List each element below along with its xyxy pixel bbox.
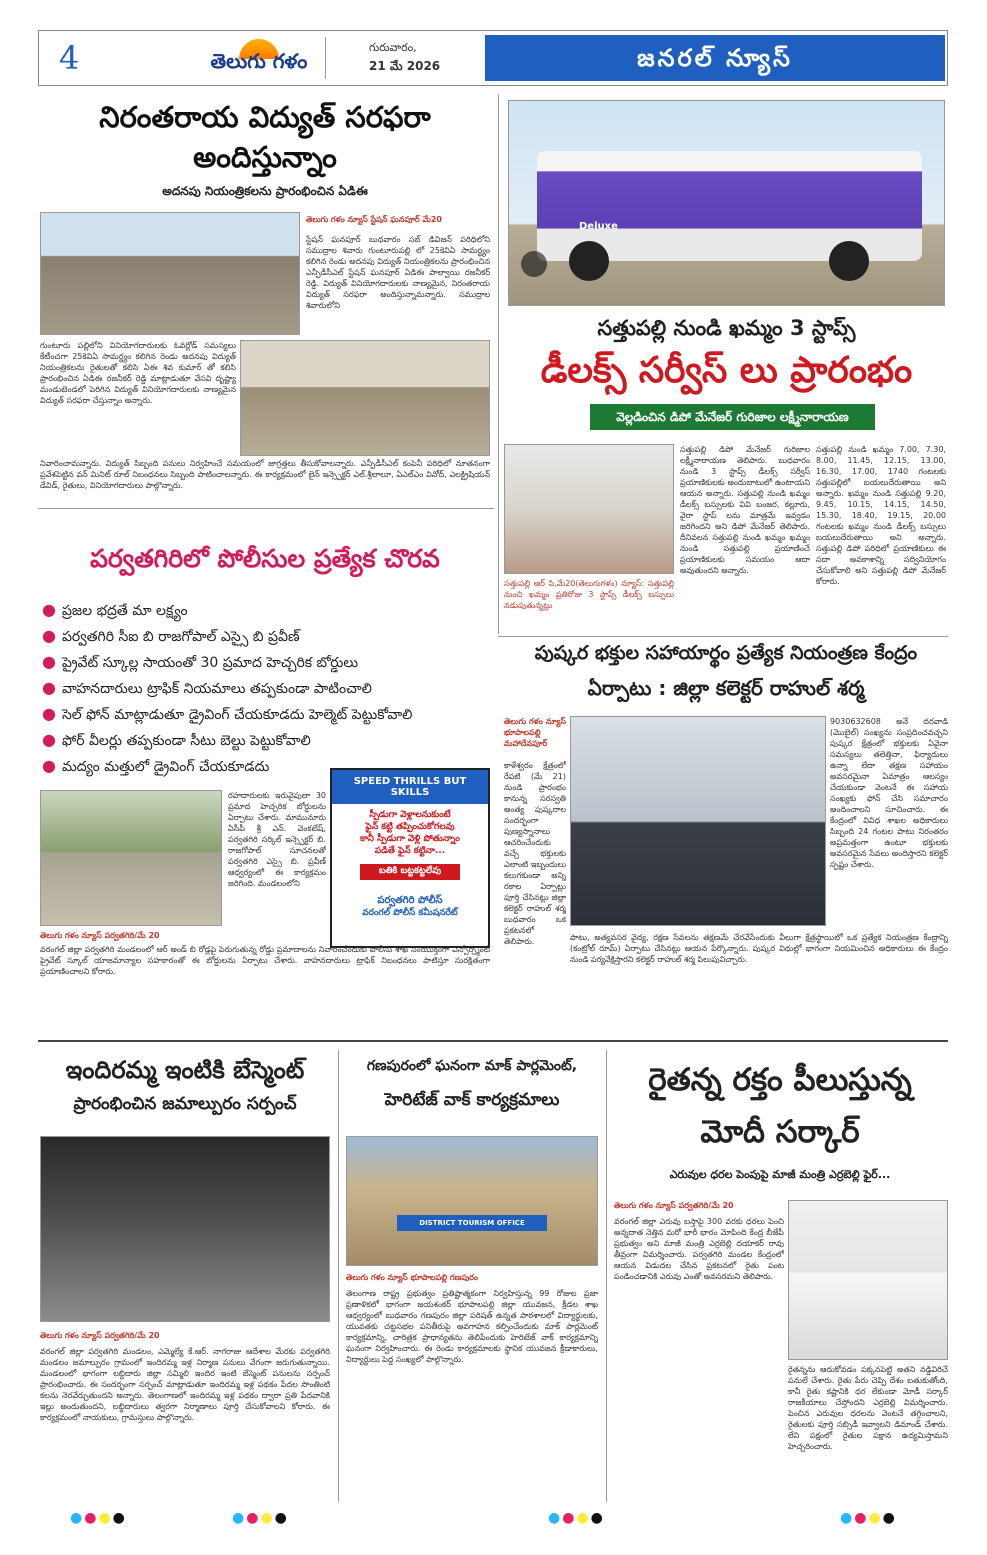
story2-bus-photo <box>508 100 945 306</box>
story7-headline-2: మోదీ సర్కార్ <box>700 1114 860 1150</box>
story3-bullet-3: ● ప్రైవేట్ స్కూల్ల సాయంతో 30 ప్రమాద హెచ్చరిక బోర్డులు <box>42 652 359 671</box>
poster-line-5: బతికి బట్టకట్టలేవు <box>360 864 460 880</box>
registration-dots-3: ●●●● <box>548 1510 605 1526</box>
story2-photo-caption: సత్తుపల్లి ఆర్ సి,మే20(తెలుగుగళం) న్యూస్: సత్తుపల్లి నుంచి ఖమ్మం ప్రతిరోజు 3 స్టాప్స్ డీలక్స్ బస్సులు నడుపుతున్నట్లు <box>504 579 674 610</box>
tourism-banner: DISTRICT TOURISM OFFICE <box>397 1215 547 1231</box>
story4-body-left: కాళేశ్వరం క్షేత్రంలో రేపటి (మే 21) నుండి ప్రారంభం కానున్న సరస్వతి అంత్య పుష్కరాల సందర్భంగా పుణ్యస్నానాలు ఆచరించేందుకు వచ్చే భక్తులకు ఎలాంటి ఇబ్బందులు కలుగకుండా అన్ని రకాల ఏర్పాట్లు పూర్తి చేసినట్లు జిల్లా కలెక్టర్ రాహుల్ శర్మ బుధవారం ఒక ప్రకటనలో తెలిపారు. <box>504 761 566 946</box>
story1-headline-2: అందిస్తున్నాం <box>193 140 337 174</box>
page-header <box>38 30 948 86</box>
poster-line-4: పడితే ఫైన్ కట్టినా... <box>374 846 446 856</box>
story7-body-bottom: రైతన్నను ఆదుకోవడం పక్కనపెట్టి అతని నడ్డివిరిచే పనులే చేశారు. రైతు పేరు చెప్పి దేశం బతుకుతోంది, కానీ రైతు కష్టానికి ధర లేకుండా మోడీ సర్కార్ రాజకీయాలు చేస్తోందని ఎర్రబెల్లి విమర్శించారు. పెంచిన ఎరువుల ధరలను వెంటనే తగ్గించాలని, రైతులకు పూర్తి సబ్సిడీ ఇవ్వాలని డిమాండ్ చేశారు. లేని పక్షంలో రైతుల పక్షాన ఉద్యమిస్తామని హెచ్చరించారు. <box>788 1365 948 1451</box>
story4-byline: తెలుగు గళం న్యూస్ భూపాలపల్లి మహాదేవపూర్ <box>504 717 566 748</box>
logo-text: తెలుగు గళం <box>210 49 308 73</box>
story2-manager-photo <box>504 444 674 574</box>
story6-group-photo <box>346 1136 598 1266</box>
story3-bullet-7: ● మద్యం మత్తులో డ్రైవింగ్ చేయకూడదు <box>42 756 270 775</box>
story6-headline-1: గణపురంలో ఘనంగా మాక్ పార్లమెంట్, <box>366 1058 578 1074</box>
story3-photo <box>40 790 222 926</box>
masthead-logo <box>179 39 339 77</box>
page-number: 4 <box>59 39 80 77</box>
registration-dots-2: ●●●● <box>232 1510 289 1526</box>
story5-photo <box>40 1136 330 1322</box>
story5-headline-2: ప్రారంభించిన జమాల్పురం సర్పంచ్ <box>73 1094 297 1114</box>
story7-subheadline: ఎరువుల ధరల పెంపుపై మాజీ మంత్రి ఎర్రబెల్లి ఫైర్... <box>669 1168 891 1181</box>
story2-subheadline: వెల్లడించిన డిపో మేనేజర్ గురిజాల లక్ష్మీనారాయణ <box>590 404 875 430</box>
story6-byline: తెలుగు గళం న్యూస్ భూపాలపల్లి గణపురం <box>346 1273 478 1282</box>
story4-body-right: 9030632608 అనే దరవాడి (మొబైల్) సంఖ్యను సంప్రదించవచ్చని పుష్కర క్షేత్రంలో భక్తులకు ఏవైనా సమస్యలు తలెత్తినా, ఫిర్యాదులు ఉన్నా లేదా తక్షణ సహాయం అవసరమైనా ఏమాత్రం ఆలస్యం చేయకుండా వెంటనే ఈ సహాయ సంఖ్యకు ఫోన్ చేసి సమాచారం అందించాలని సూచించారు. ఈ కేంద్రంలో వివిధ శాఖల అధికారులు సిబ్బంది 24 గంటల పాటు నిరంతరం అప్రమత్తంగా ఉంటూ భక్తులకు అవసరమైన సేవలు అందిస్తారని కలెక్టర్ స్పష్టం చేశారు. <box>830 717 948 869</box>
story1-byline: తెలుగు గళం న్యూస్ స్టేషన్ ఘనపూర్ మే20 <box>306 215 442 224</box>
story3-bullet-4: ● వాహనదారులు ట్రాఫిక్ నియమాలు తప్పకుండా పాటించాలి <box>42 678 372 697</box>
story3-bullet-5: ● సెల్ ఫోన్ మాట్లాడుతూ డ్రైవింగ్ చేయకూడదు హెల్మెట్ పెట్టుకోవాలి <box>42 704 413 723</box>
story7-politician-photo <box>788 1200 948 1360</box>
story5-headline-1: ఇందిరమ్మ ఇంటికి బేస్మెంట్ <box>65 1056 305 1084</box>
story1-photo-2 <box>240 340 490 456</box>
story1-subheadline: అదనపు నియంత్రికలను ప్రారంభించిన ఏడిఈ <box>162 184 368 198</box>
story3-body-bottom: వరంగల్ జిల్లా పర్వతగిరి మండలంలో ఆర్ అండ్ బి రోడ్లపై పెరుగుతున్న రోడ్డు ప్రమాదాలను నివారించేందుకు పోలీసు శాఖ సంయుక్తంగా ఎన్పోర్స్మెంట్ ప్రైవేట్ స్కూల్ యాజమాన్యాల సహకారంతో ఈ బోర్డులను ఏర్పాటు చేశారు. వాహనదారులు ట్రాఫిక్ నిబంధనలు పాటిస్తూ సురక్షితంగా ప్రయాణించాలని కోరారు. <box>40 945 490 976</box>
poster-line-3: కానీ స్పీడుగా వెళ్లి పోతున్నాం <box>360 834 460 844</box>
bus-wheel-rear <box>829 241 869 281</box>
story4-body-bottom: పాటు, అత్యవసర వైద్య, రక్షణ సేవలను తక్షణమే చేరవేసేందుకు వీలుగా క్షేత్రస్థాయిలో ఒక ప్రత్యేక నియంత్రణ కేంద్రాన్ని (కంట్రోల్ రూమ్) ఏర్పాటు చేసినట్లు ఆయన పేర్కొన్నారు. పుష్కర విధుల్లో భాగంగా నియమించిన అధికారులు ఈ కేంద్రం నుండి పర్యవేక్షిస్తారని కలెక్టర్ రాహుల్ శర్మ పిలుపునిచ్చారు. <box>570 933 948 964</box>
story1-photo-1 <box>40 212 300 335</box>
section-banner <box>485 35 945 81</box>
poster-line-2: ఫైన్ కట్టి తప్పించుకోగలవు <box>365 822 455 832</box>
bus-wheel-front <box>569 241 609 281</box>
story2-col2: సత్తుపల్లి నుండి ఖమ్మం 7.00, 7.30, 8.00, 11.45, 12.15, 13.00, 16.30, 17.00, 1740 గంటలకు సత్తుపల్లిలో బయలుదేరుతాయి అని అన్నారు. ఖమ్మం నుండి సత్తుపల్లి 9.20, 9.45, 10.15, 14.15, 14.50, 15.30, 18.40, 19.15, 20.00 గంటలకు ఖమ్మం నుండి డీలక్స్ బస్సులు బయలుదేరుతాయి అని అన్నారు. సత్తుపల్లి డిపో పరిధిలో ప్రయాణికులు ఈ సదా అవకాశాన్ని సద్వినియోగం చేసుకోవాలి అని సత్తుపల్లి డిపో మేనేజర్ కోరారు. <box>816 445 946 586</box>
story6-headline-2: హెరిటేజ్ వాక్ కార్యక్రమాలు <box>384 1090 560 1110</box>
registration-dots-4: ●●●● <box>840 1510 897 1526</box>
story5-byline: తెలుగు గళం న్యూస్ పర్వతగిరి/మే 20 <box>40 1331 160 1340</box>
section-title: జనరల్ న్యూస్ <box>637 44 793 72</box>
story3-bullet-2: ● పర్వతగిరి సీఐ బి రాజగోపాల్ ఎస్సై బి ప్రవీణ్ <box>42 626 300 645</box>
story3-bullet-1: ● ప్రజల భద్రతే మా లక్ష్యం <box>42 600 188 619</box>
story2-headline-main: డీలక్స్ సర్వీస్ లు ప్రారంభం <box>540 350 913 391</box>
story7-body-left: వరంగల్ జిల్లా ఎరువు బస్తాపై 300 వరకు ధరలు పెంచి అన్నదాత నెత్తిన మరో భారీ భారం మోపింది కేంద్ర బీజేపీ ప్రభుత్వం అని మాజీ మంత్రి ఎర్రబెల్లి దయాకర్ రావు తీవ్రంగా విమర్శించారు. పర్వతగిరి మండల కేంద్రంలో ఆయన విడుదల చేసిన ప్రకటనలో రైతు పంట పండించడానికి ఎరువు ఎంతో అవసరమని తెలిపారు. <box>614 1217 784 1281</box>
story1-body-top: స్టేషన్ ఘనపూర్ బుధవారం సబ్ డివిజన్ పరిధిలోని సముద్రాల శివారు గుంటూరుపల్లి లో 25కెవిఏ సామర్థ్యం కలిగిన రెండు అదనపు విద్యుత్ నియంత్రికలను ప్రారంభించిన ఎన్పీడీసీఎల్ స్టేషన్ ఘనపూర్ ఏడిఈ పాల్వాయి రజనీకర్ రెడ్డి. విద్యుత్ వినియోగదారులకు నాణ్యమైన, నిరంతరాయ విద్యుత్ సరఫరా అందిస్తున్నామన్నారు. సముద్రాల శివారులోని <box>306 235 490 310</box>
story5-body: వరంగల్ జిల్లా పర్వతగిరి మండలం, ఎమ్మెల్యే కే.ఆర్. నాగరాజు ఆదేశాల మేరకు పర్వతగిరి మండలం జమాల్పురం గ్రామంలో ఇందిరమ్మ ఇళ్ల నిర్మాణ పనులు వేగంగా జరుగుతున్నాయి. మండలంలో భాగంగా లబ్ధిదారు జిల్లా సమ్మిలి ఇందిర ఇంటి బేస్మెంట్ పనులను సర్పంచ్ ప్రారంభించారు. ఈ సందర్భంగా సర్పంచ్ మాట్లాడుతూ ఇందిరమ్మ ఇళ్ల పథకం పేదల సొంతింటి కలను నెరవేర్చుతుందని అన్నారు. తెలంగాణలో ఇందిరమ్మ ఇళ్ల పథకం ద్వారా ప్రతి పేదవానికి ఇల్లు అందుతుందని, లబ్ధిదారులు త్వరగా నిర్మాణాలు పూర్తి చేసుకోవాలని కోరారు. ఈ కార్యక్రమంలో నాయకులు, గ్రామస్తులు పాల్గొన్నారు. <box>40 1347 330 1422</box>
story3-byline: తెలుగు గళం న్యూస్ పర్వతగిరి/మే 20 <box>40 931 160 940</box>
poster-title: SPEED THRILLS BUT SKILLS <box>332 770 488 804</box>
header-day: గురువారం, <box>369 41 417 54</box>
story1-body-mid: గుంటూరు పల్లిలోని వినియోగదారులకు ఓవర్లోడ్ సమస్యలు కేటీంచగా 25కెవిఏ సామర్థ్యం కలిగిన రెండు అదనపు విద్యుత్ నియంత్రికలను రైతులతో కలిసి ఏఈ శివ కుమార్ తో కలిసి ప్రారంభించిన ఏడిఈ రజనీకర్ రెడ్డి మాట్లాడుతూ వేసవి దృష్ట్యా మండుటెండలో పెరిగిన విద్యుత్ వినియోగదారులకు నాణ్యమైన విద్యుత్ సరఫరా చేస్తున్నాం అన్నారు. <box>40 341 236 405</box>
story1-headline-1: నిరంతరాయ విద్యుత్ సరఫరా <box>99 100 431 134</box>
poster-line-1: స్పీడుగా వెళ్లాలనుకుంటే <box>369 810 451 820</box>
story7-byline: తెలుగు గళం న్యూస్ పర్వతగిరి/మే 20 <box>614 1201 734 1210</box>
story4-headline-1: పుష్కర భక్తుల సహాయార్థం ప్రత్యేక నియంత్రణ కేంద్రం <box>534 642 918 664</box>
story1-body-bottom: నివారించామన్నారు. విద్యుత్ సిబ్బంది పనులు నిర్వహించే సమయంలో జాగ్రత్తలు తీసుకోవాలన్నారు. ఎన్పీడీసీఎల్ కంపెనీ పరిధిలో నూతనంగా ప్రవేశపెట్టిన వన్ మినిట్ రూల్ నిబంధనలు సిబ్బంది పాటించాలన్నారు. ఈ కార్యక్రమంలో లైన్ ఇన్స్పెక్టర్ ఎల్.శ్రీలాలూ, ఏఎల్ఎం వినోద్, ఎలక్ట్రిషియన్ డేవిడ్, రైతులు, వినియోగదారులు పాల్గొన్నారు. <box>40 459 490 490</box>
poster-footer-1: పర్వతగిరి పోలీస్ <box>377 895 443 906</box>
header-date: 21 మే 2026 <box>369 59 441 73</box>
story7-headline-1: రైతన్న రక్తం పీలుస్తున్న <box>648 1062 912 1098</box>
camera-icon <box>521 251 547 277</box>
registration-dots-1: ●●●● <box>70 1510 127 1526</box>
story3-bullet-6: ● ఫోర్ వీలర్లు తప్పకుండా సీటు బెల్టు పెట్టుకోవాలి <box>42 730 311 749</box>
story6-body: తెలంగాణ రాష్ట్ర ప్రభుత్వం ప్రతిష్టాత్మకంగా నిర్వహిస్తున్న 99 రోజుల ప్రజా ప్రణాళికలో భాగంగా జయశంకర్ భూపాలపల్లి జిల్లా యువజన, క్రీడల శాఖ ఆధ్వర్యంలో బుధవారం గణపురం జిల్లా పరిషత్ ఉన్నత పాఠశాలలో విద్యార్థులకు, యువతకు చట్టసభల పనితీరుపై అవగాహన కల్పించేందుకు మాక్ పార్లమెంట్ కార్యక్రమాన్ని, చారిత్రక ప్రాధాన్యతను తెలిపేందుకు హెరిటేజ్ వాక్ కార్యక్రమాన్ని ఘనంగా నిర్వహించారు. ఈ రెండు కార్యక్రమాలకు స్థానిక యువజన క్రీడాకారులు, విద్యార్థులు పెద్ద సంఖ్యలో పాల్గొన్నారు. <box>346 1289 598 1364</box>
bus-label: Deluxe <box>579 221 618 232</box>
story4-collector-photo <box>570 716 826 926</box>
story3-headline: పర్వతగిరిలో పోలీసుల ప్రత్యేక చొరవ <box>90 544 440 573</box>
story4-headline-2: ఏర్పాటు : జిల్లా కలెక్టర్ రాహుల్ శర్మ <box>587 676 865 700</box>
story2-headline-top: సత్తుపల్లి నుండి ఖమ్మం 3 స్టాప్స్ <box>597 316 856 340</box>
story3-body-right: రహదారులకు ఇరువైపులా 30 ప్రమాద హెచ్చరిక బోర్డులను ఏర్పాటు చేశారు. మామునూరు ఏసీపీ శ్రీ ఎన్. వెంకటేష్, పర్వతగిరి సర్కిల్ ఇన్స్పెక్టర్ బి. రాజగోపాల్ సూచనలతో పర్వతగిరి ఎస్సై బి. ప్రవీణ్ ఆధ్వర్యంలో ఈ కార్యక్రమం జరిగింది. మండలంలోని <box>228 791 326 888</box>
poster-footer-2: వరంగల్ పోలీస్ కమీషనరేట్ <box>362 908 458 918</box>
story2-col1: సత్తుపల్లి డిపో మేనేజర్ గురిజాల లక్ష్మీనారాయణ తెలిపారు. బుధవారం నుండి 3 స్టాప్స్ డీలక్స్ సర్వీస్ ప్రయాణికులకు అందుబాటులో ఉంటాయని ఆయన అన్నారు. సత్తుపల్లి నుండి ఖమ్మం డీలక్స్ బస్సులకు వివి బంజర, కల్లూరు, వైరా స్టాప్ లను మాత్రమే ఇవ్వడం జరిగిందని అని డిపో మేనేజర్ తెలిపారు. దీనివలన సత్తుపల్లి నుండి ఖమ్మం ఖమ్మం నుండి సత్తుపల్లి ప్రయాణించే ప్రయాణికులకు సమయం ఆదా అవుతుందని అన్నారు. <box>680 445 810 575</box>
speed-poster <box>330 768 490 948</box>
